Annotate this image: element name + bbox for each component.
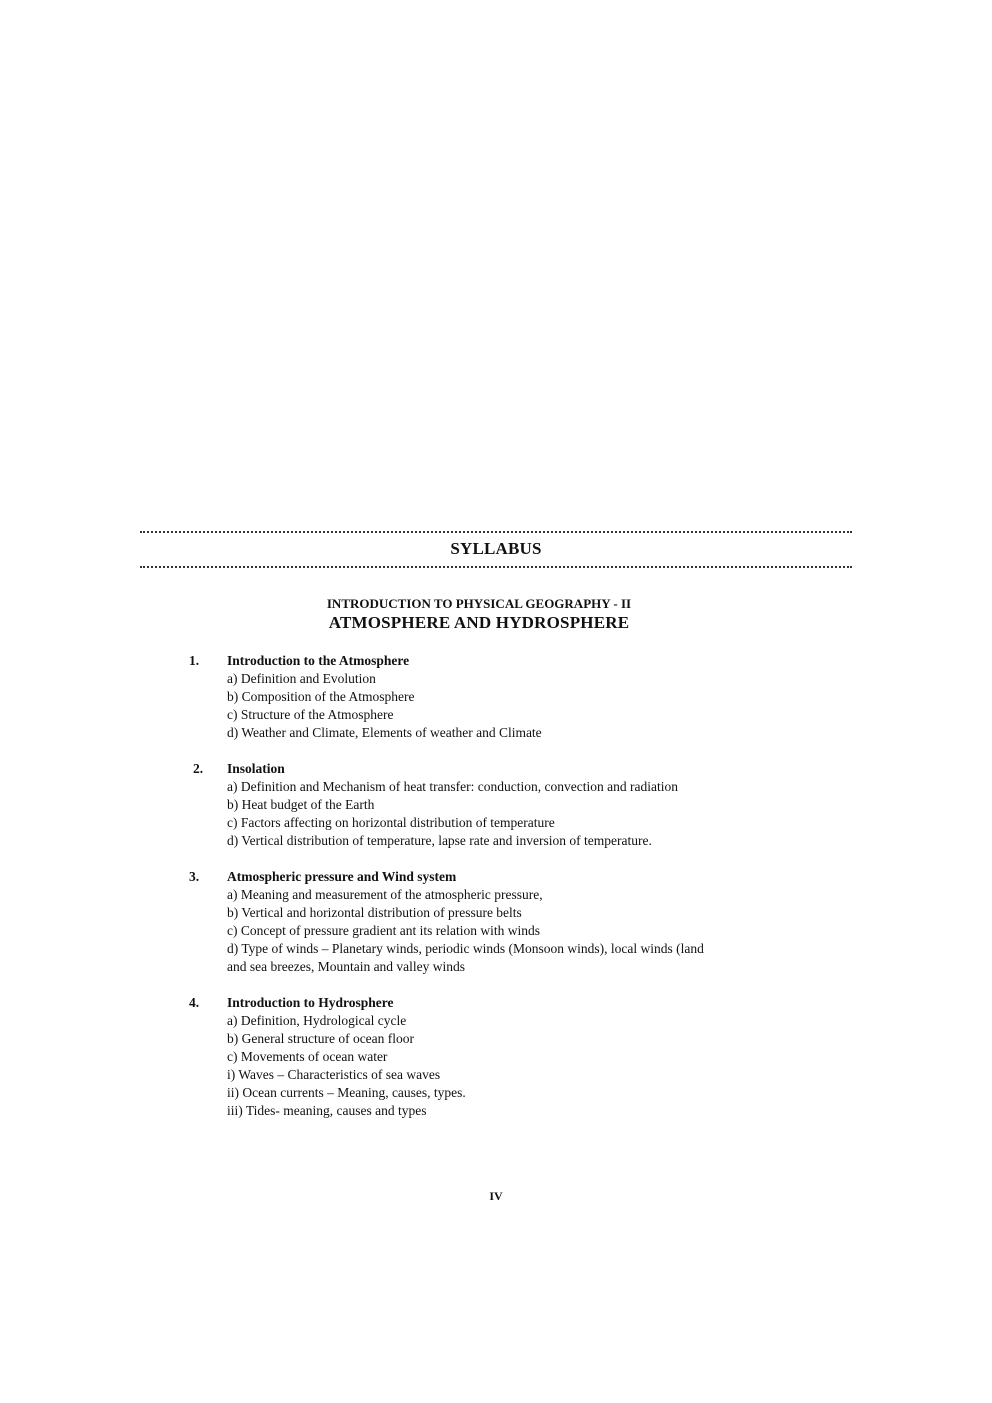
topic-item: c) Concept of pressure gradient ant its relation with winds [227,923,541,938]
section-number: 1. [189,653,200,668]
topic-item: b) General structure of ocean floor [227,1031,415,1046]
section-number: 4. [189,995,200,1010]
topic-item: a) Meaning and measurement of the atmospheric pressure, [227,887,543,902]
bottom-dotted-divider [140,566,852,568]
topic-item: d) Type of winds – Planetary winds, periodic winds (Monsoon winds), local winds (land [227,941,704,956]
topic-item: c) Structure of the Atmosphere [227,707,394,722]
topic-item: d) Weather and Climate, Elements of weather and Climate [227,725,542,740]
topic-item: d) Vertical distribution of temperature, lapse rate and inversion of temperature. [227,833,652,848]
course-subtitle: ATMOSPHERE AND HYDROSPHERE [328,613,630,632]
topic-item: a) Definition and Evolution [227,671,376,686]
section-topic-list [227,886,787,976]
topic-item: a) Definition, Hydrological cycle [227,1013,407,1028]
section-topic-list [227,1012,787,1120]
page-number: IV [489,1189,503,1203]
course-title: INTRODUCTION TO PHYSICAL GEOGRAPHY - II [326,596,632,611]
topic-item: b) Composition of the Atmosphere [227,689,415,704]
topic-item: b) Heat budget of the Earth [227,797,375,812]
section-title: Atmospheric pressure and Wind system [227,869,457,884]
section-title: Introduction to Hydrosphere [227,995,394,1010]
topic-item: and sea breezes, Mountain and valley winds [227,959,466,974]
topic-item: c) Factors affecting on horizontal distribution of temperature [227,815,555,830]
section-title: Insolation [227,761,285,776]
section-number: 2. [193,761,204,776]
section-title: Introduction to the Atmosphere [227,653,410,668]
top-dotted-divider [140,531,852,533]
section-number: 3. [189,869,200,884]
section-topic-list [227,670,787,742]
topic-item: a) Definition and Mechanism of heat transfer: conduction, convection and radiation [227,779,678,794]
topic-item: iii) Tides- meaning, causes and types [227,1103,427,1118]
syllabus-heading: SYLLABUS [450,539,542,558]
topic-item: c) Movements of ocean water [227,1049,388,1064]
section-topic-list [227,778,787,850]
topic-item: b) Vertical and horizontal distribution of pressure belts [227,905,522,920]
topic-item: ii) Ocean currents – Meaning, causes, types. [227,1085,466,1100]
topic-item: i) Waves – Characteristics of sea waves [227,1067,441,1082]
